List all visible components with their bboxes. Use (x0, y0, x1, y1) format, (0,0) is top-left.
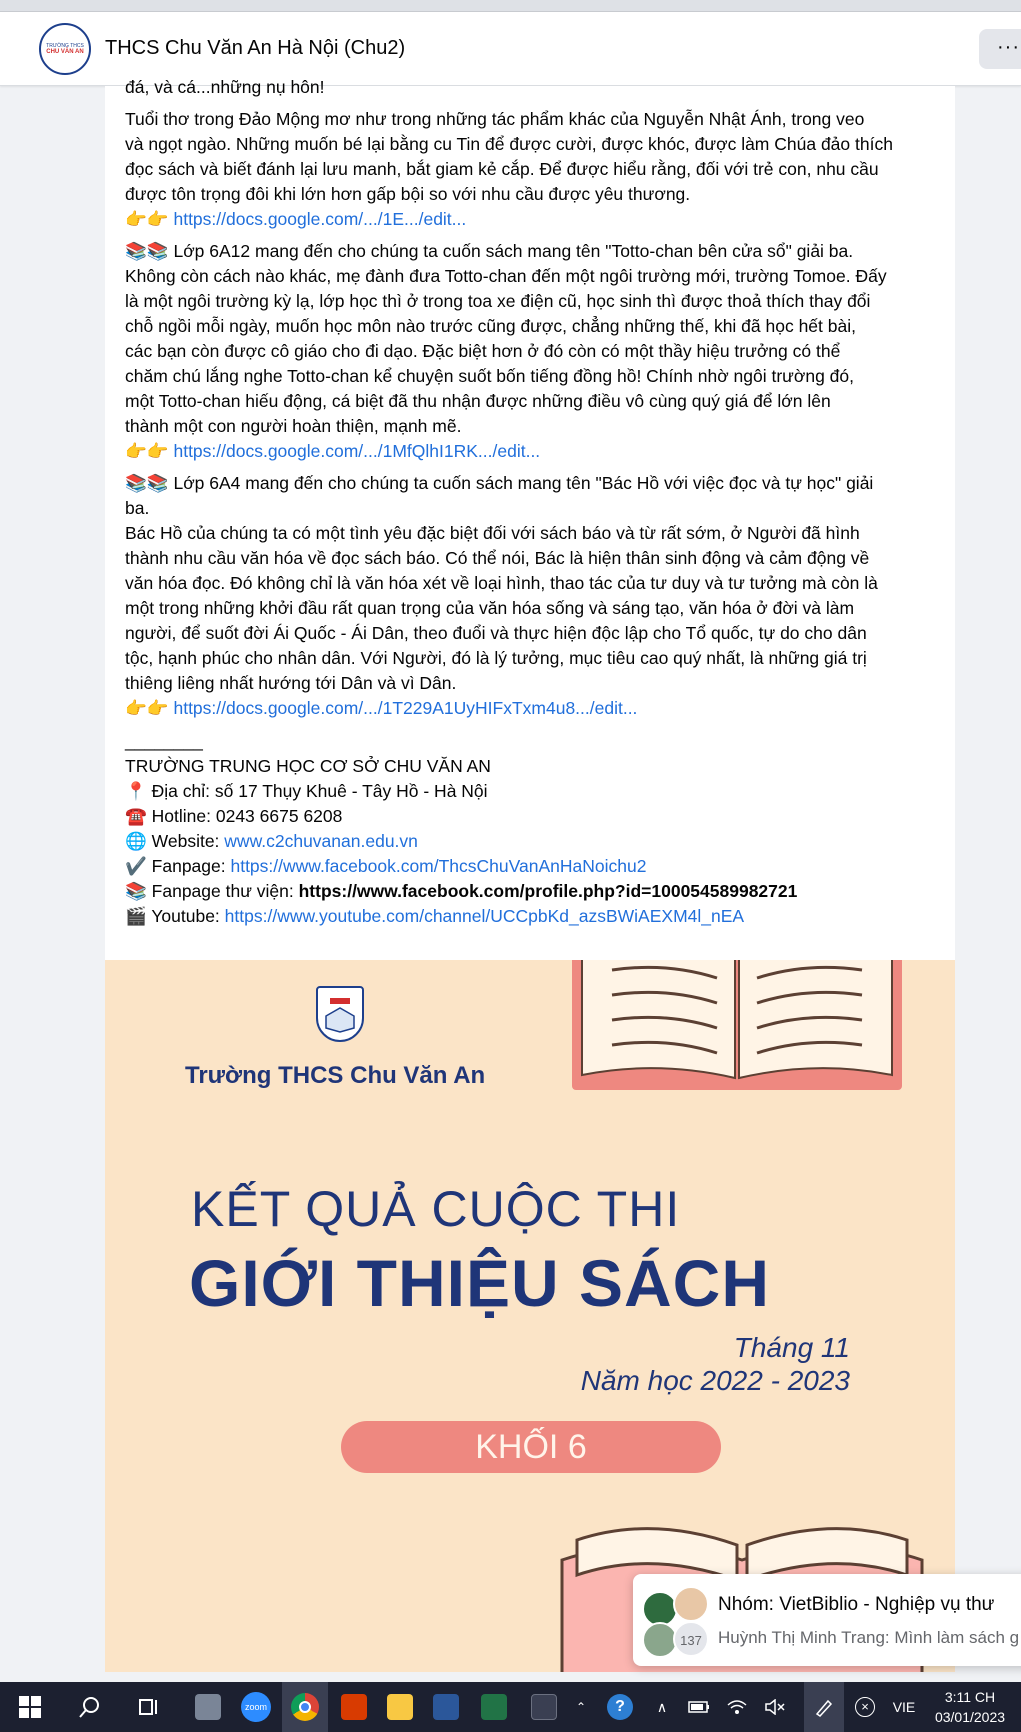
books-emoji-icon: 📚📚 (125, 473, 169, 493)
text-line: đọc sách và biết đánh lại lưu manh, bắt giam kẻ cắp. Để được hiểu rằng, đối với trẻ con, nhu cầu (125, 159, 879, 179)
link-line (125, 696, 945, 721)
text-line: một Totto-chan hiếu động, cá biệt đã thu nhận được những điều vô cùng quý giá để lớn lên (125, 391, 831, 411)
post-footer-info (125, 729, 945, 929)
word-icon[interactable] (426, 1682, 466, 1732)
poster-school-logo (316, 986, 364, 1042)
text-line: một trong những khởi đầu rất quan trọng của văn hóa sống và sáng tạo, văn hóa ở đời và làm (125, 598, 855, 618)
text-line: các bạn còn được cô giáo cho đi dạo. Đặc biệt hơn ở đó còn có một thầy hiệu trưởng có thể (125, 341, 841, 361)
windows-taskbar (0, 1682, 1021, 1732)
youtube-label: Youtube: (146, 906, 225, 926)
post-paragraph-1 (125, 107, 945, 232)
fanpage-link[interactable]: https://www.facebook.com/ThcsChuVanAnHaNoichu2 (230, 856, 647, 876)
doc-link-2[interactable]: https://docs.google.com/.../1MfQlhI1RK.../edit... (173, 441, 541, 461)
website-label: Website: (146, 831, 225, 851)
chat-member-count: 137 (673, 1621, 709, 1657)
poster-school-year: Năm học 2022 - 2023 (580, 1365, 850, 1396)
other-app-icon[interactable] (524, 1682, 564, 1732)
doc-link-3[interactable]: https://docs.google.com/.../1T229A1UyHIFxTxm4u8.../edit... (173, 698, 638, 718)
poster-grade-badge: KHỐI 6 (341, 1421, 721, 1473)
library-label: Fanpage thư viện: (146, 881, 299, 901)
chat-notification-popup[interactable] (633, 1574, 1021, 1666)
website-line (125, 829, 945, 854)
browser-top-strip (0, 0, 1021, 12)
library-line (125, 879, 945, 904)
battery-icon[interactable] (684, 1682, 714, 1732)
open-book-illustration-top (572, 960, 912, 1100)
windows-start-icon[interactable] (10, 1682, 50, 1732)
text-span: Lớp 6A12 mang đến cho chúng ta cuốn sách mang tên "Totto-chan bên cửa sổ" giải ba. (168, 241, 854, 261)
text-line: là một ngôi trường kỳ lạ, lớp học thì ở trong toa xe điện cũ, học sinh thì được thoả thích thay đổi (125, 291, 871, 311)
pin-icon: 📍 (125, 781, 147, 801)
wifi-icon[interactable] (722, 1682, 752, 1732)
school-name: TRƯỜNG TRUNG HỌC CƠ SỞ CHU VĂN AN (125, 756, 491, 776)
clock-time: 3:11 CH (944, 1689, 996, 1705)
post-paragraph-2 (125, 239, 945, 464)
avatar-text-name: CHU VĂN AN (46, 49, 84, 55)
chat-preview: Huỳnh Thị Minh Trang: Mình làm sách g (718, 1628, 1020, 1647)
file-explorer-icon[interactable] (380, 1682, 420, 1732)
books-emoji-icon: 📚📚 (125, 241, 169, 261)
text-line: thành một con người hoàn thiện, mạnh mẽ. (125, 416, 462, 436)
pen-icon[interactable] (804, 1682, 844, 1732)
post-card (105, 77, 955, 960)
text-span: Lớp 6A4 mang đến cho chúng ta cuốn sách mang tên "Bác Hồ với việc đọc và tự học" giải (168, 473, 874, 493)
excel-icon[interactable] (474, 1682, 514, 1732)
text-line (125, 239, 945, 264)
poster-heading-book-intro: GIỚI THIỆU SÁCH (189, 1246, 770, 1320)
help-icon[interactable]: ? (600, 1682, 640, 1732)
page-avatar[interactable] (39, 23, 91, 75)
close-icon[interactable]: × (850, 1682, 880, 1732)
text-line: Bác Hồ của chúng ta có một tình yêu đặc biệt đối với sách báo và từ rất sớm, ở Người đã hình (125, 523, 860, 543)
taskbar-clock[interactable] (925, 1687, 1015, 1727)
calculator-icon[interactable] (188, 1682, 228, 1732)
youtube-link[interactable]: https://www.youtube.com/channel/UCCpbKd_azsBWiAEXM4l_nEA (224, 906, 745, 926)
link-line (125, 439, 945, 464)
zoom-icon[interactable] (236, 1682, 276, 1732)
website-link[interactable]: www.c2chuvanan.edu.vn (224, 831, 418, 851)
pointer-emoji-icon: 👉👉 (125, 698, 169, 718)
clock-date: 03/01/2023 (934, 1709, 1006, 1725)
post-body (125, 77, 945, 936)
tray-up-icon[interactable]: ∧ (656, 1698, 668, 1715)
library-url: https://www.facebook.com/profile.php?id=100054589982721 (298, 881, 798, 901)
text-line: văn hóa đọc. Đó không chỉ là văn hóa xét về loại hình, thao tác của tư duy và tư tưởng mà còn là (125, 573, 878, 593)
text-line: Tuổi thơ trong Đảo Mộng mơ như trong những tác phẩm khác của Nguyễn Nhật Ánh, trong veo (125, 109, 865, 129)
books-icon: 📚 (125, 881, 147, 901)
fanpage-label: Fanpage: (146, 856, 231, 876)
hotline-line (125, 804, 945, 829)
hotline-text: Hotline: 0243 6675 6208 (146, 806, 343, 826)
youtube-line (125, 904, 945, 929)
text-line: chỗ ngồi mỗi ngày, muốn học môn nào trước cũng được, chẳng những thế, khi đã học hết bài, (125, 316, 856, 336)
clapper-icon: 🎬 (125, 906, 147, 926)
poster-school-name: Trường THCS Chu Văn An (185, 1062, 486, 1089)
chrome-icon[interactable] (282, 1682, 328, 1732)
page-title[interactable]: THCS Chu Văn An Hà Nội (Chu2) (105, 37, 406, 59)
post-paragraph-3 (125, 471, 945, 721)
chat-title: Nhóm: VietBiblio - Nghiệp vụ thư (718, 1594, 995, 1615)
chat-member-avatar (673, 1586, 709, 1622)
more-options-button[interactable]: ··· (979, 29, 1021, 69)
text-line: thiêng liêng nhất hướng tới Dân và vì Dân. (125, 673, 457, 693)
text-line: thành nhu cầu văn hóa về đọc sách báo. Có thể nói, Bác là hiện thân sinh động và cảm động về (125, 548, 870, 568)
text-line: và ngọt ngào. Những muốn bé lại bằng cu Tin để được cười, được khóc, được làm Chúa đảo thích (125, 134, 893, 154)
address-text: Địa chỉ: số 17 Thụy Khuê - Tây Hồ - Hà Nội (146, 781, 488, 801)
address-line (125, 779, 945, 804)
pointer-emoji-icon: 👉👉 (125, 441, 169, 461)
phone-icon: ☎️ (125, 806, 147, 826)
fanpage-line (125, 854, 945, 879)
zoom-label: zoom (244, 1702, 267, 1712)
avatar-text-top: TRƯỜNG THCS (46, 43, 84, 49)
poster-month: Tháng 11 (733, 1332, 850, 1363)
language-label: VIE (892, 1699, 916, 1715)
link-line (125, 207, 945, 232)
text-line: người, để suốt đời Ái Quốc - Ái Dân, theo đuổi và thực hiện độc lập cho Tổ quốc, tự do cho dân (125, 623, 867, 643)
check-icon: ✔️ (125, 856, 147, 876)
text-line: Không còn cách nào khác, mẹ đành đưa Totto-chan đến một ngôi trường mới, trường Tomoe. Đấy (125, 266, 887, 286)
text-line: chăm chú lắng nghe Totto-chan kể chuyện suốt bốn tiếng đồng hồ! Chính nhờ ngôi trường đó, (125, 366, 855, 386)
text-line: được tôn trọng đôi khi lớn hơn gấp bội so với nhu cầu được yêu thương. (125, 184, 691, 204)
task-view-icon[interactable] (130, 1682, 170, 1732)
volume-muted-icon[interactable] (760, 1682, 790, 1732)
doc-link-1[interactable]: https://docs.google.com/.../1E.../edit... (173, 209, 467, 229)
search-icon[interactable] (70, 1682, 110, 1732)
language-indicator[interactable] (884, 1682, 924, 1732)
pointer-emoji-icon: 👉👉 (125, 209, 169, 229)
divider-line: ________ (125, 731, 203, 751)
office-icon[interactable] (334, 1682, 374, 1732)
post-image-poster[interactable] (105, 960, 955, 1672)
school-crest-icon (322, 994, 358, 1034)
text-line: ba. (125, 498, 150, 518)
text-line: tộc, hạnh phúc cho nhân dân. Với Người, đó là lý tưởng, mục tiêu cao quý nhất, là những giá trị (125, 648, 867, 668)
text-line (125, 471, 945, 496)
chevron-icon[interactable]: ⌃ (575, 1700, 587, 1714)
poster-heading-results: KẾT QUẢ CUỘC THI (191, 1181, 681, 1237)
post-paragraph-0: đá, và cá...những nụ hôn! (125, 77, 325, 97)
globe-icon: 🌐 (125, 831, 147, 851)
